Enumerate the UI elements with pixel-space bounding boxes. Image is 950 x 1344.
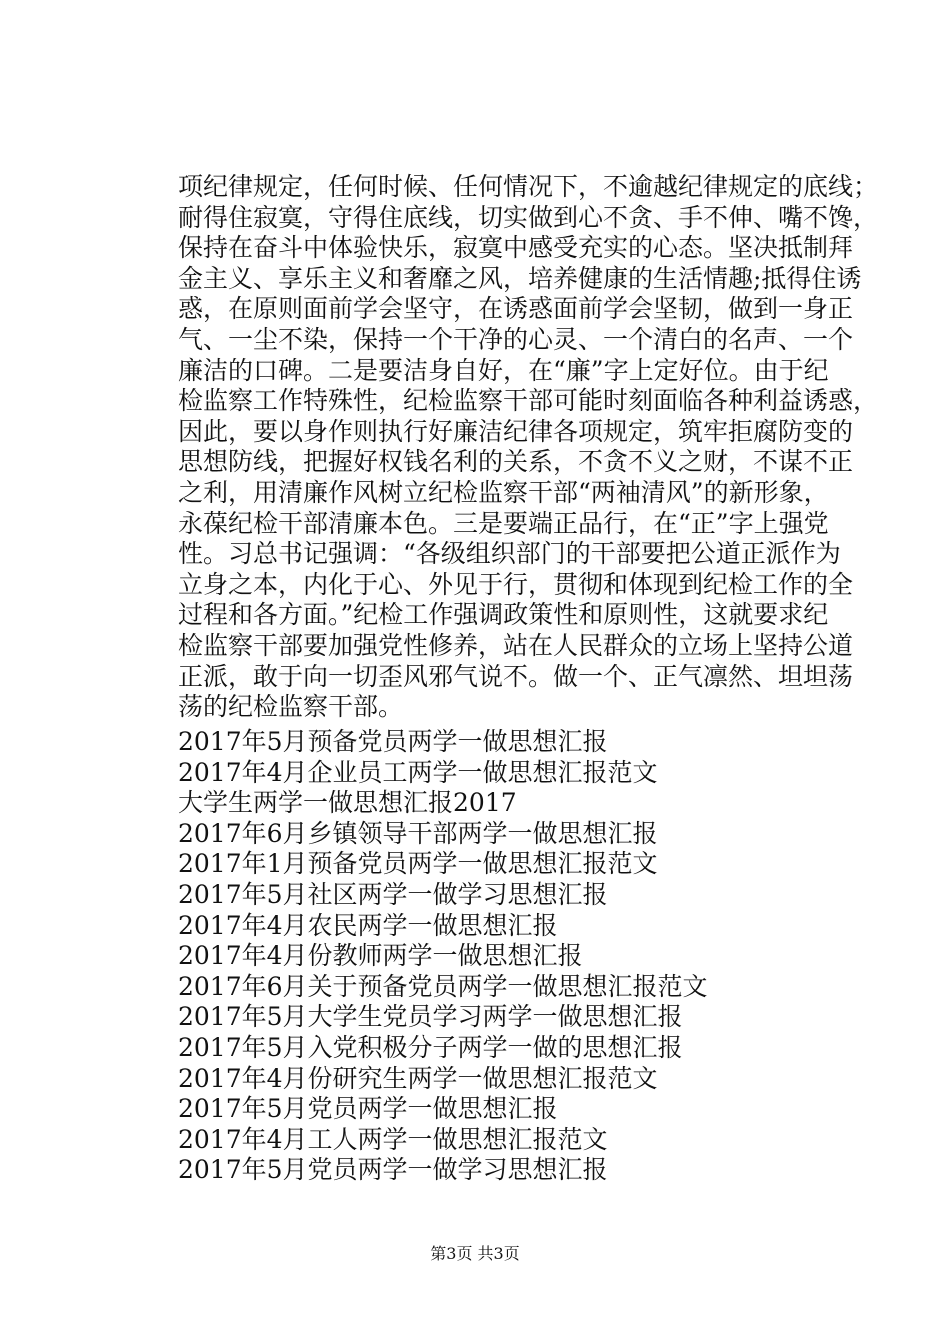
related-article-link[interactable]: 2017年6月关于预备党员两学一做思想汇报范文 xyxy=(178,971,708,1001)
page-number-footer: 第3页 共3页 xyxy=(430,1244,520,1263)
body-line: 廉洁的口碑。二是要洁身自好，在“廉”字上定好位。由于纪 xyxy=(178,355,829,385)
related-article-link[interactable]: 2017年5月党员两学一做思想汇报 xyxy=(178,1094,558,1124)
body-line: 耐得住寂寞，守得住底线，切实做到心不贪、手不伸、嘴不馋， xyxy=(178,202,879,232)
related-article-link[interactable]: 2017年1月预备党员两学一做思想汇报范文 xyxy=(178,849,658,879)
body-line: 气、一尘不染，保持一个干净的心灵、一个清白的名声、一个 xyxy=(178,324,854,354)
body-line: 检监察工作特殊性，纪检监察干部可能时刻面临各种利益诱惑， xyxy=(178,386,879,416)
body-line: 正派，敢于向一切歪风邪气说不。做一个、正气凛然、坦坦荡 xyxy=(178,661,854,691)
body-line: 保持在奋斗中体验快乐，寂寞中感受充实的心态。坚决抵制拜 xyxy=(178,233,854,263)
related-article-link[interactable]: 2017年4月工人两学一做思想汇报范文 xyxy=(178,1124,608,1154)
body-line: 思想防线，把握好权钱名利的关系，不贪不义之财，不谋不正 xyxy=(178,447,854,477)
body-line: 之利，用清廉作风树立纪检监察干部“两袖清风”的新形象， xyxy=(178,477,829,507)
related-article-link[interactable]: 2017年6月乡镇领导干部两学一做思想汇报 xyxy=(178,818,658,848)
related-article-link[interactable]: 2017年5月党员两学一做学习思想汇报 xyxy=(178,1155,608,1185)
related-article-link[interactable]: 大学生两学一做思想汇报2017 xyxy=(178,788,517,818)
related-article-link[interactable]: 2017年5月预备党员两学一做思想汇报 xyxy=(178,727,608,756)
body-line: 性。习总书记强调：“各级组织部门的干部要把公道正派作为 xyxy=(178,539,841,569)
related-article-link[interactable]: 2017年4月份研究生两学一做思想汇报范文 xyxy=(178,1063,658,1093)
related-article-link[interactable]: 2017年5月社区两学一做学习思想汇报 xyxy=(178,879,608,909)
related-article-link[interactable]: 2017年4月农民两学一做思想汇报 xyxy=(178,910,558,940)
body-line: 项纪律规定，任何时候、任何情况下，不逾越纪律规定的底线； xyxy=(178,172,879,201)
related-article-link[interactable]: 2017年4月份教师两学一做思想汇报 xyxy=(178,941,583,971)
body-line: 永葆纪检干部清廉本色。三是要端正品行，在“正”字上强党 xyxy=(178,508,829,538)
body-paragraph xyxy=(178,172,879,723)
related-article-link[interactable]: 2017年5月入党积极分子两学一做的思想汇报 xyxy=(178,1032,683,1062)
related-article-link[interactable]: 2017年4月企业员工两学一做思想汇报范文 xyxy=(178,757,658,787)
body-line: 检监察干部要加强党性修养，站在人民群众的立场上坚持公道 xyxy=(178,630,854,660)
body-line: 过程和各方面。”纪检工作强调政策性和原则性，这就要求纪 xyxy=(178,600,829,630)
body-line: 因此，要以身作则执行好廉洁纪律各项规定，筑牢拒腐防变的 xyxy=(178,416,854,446)
related-article-link[interactable]: 2017年5月大学生党员学习两学一做思想汇报 xyxy=(178,1002,683,1032)
body-line: 立身之本，内化于心、外见于行，贯彻和体现到纪检工作的全 xyxy=(178,569,854,599)
body-line: 惑，在原则面前学会坚守，在诱惑面前学会坚韧，做到一身正 xyxy=(178,294,854,324)
body-line: 金主义、享乐主义和奢靡之风，培养健康的生活情趣;抵得住诱 xyxy=(178,263,862,293)
body-line: 荡的纪检监察干部。 xyxy=(178,692,404,722)
related-articles-list xyxy=(178,727,838,1186)
